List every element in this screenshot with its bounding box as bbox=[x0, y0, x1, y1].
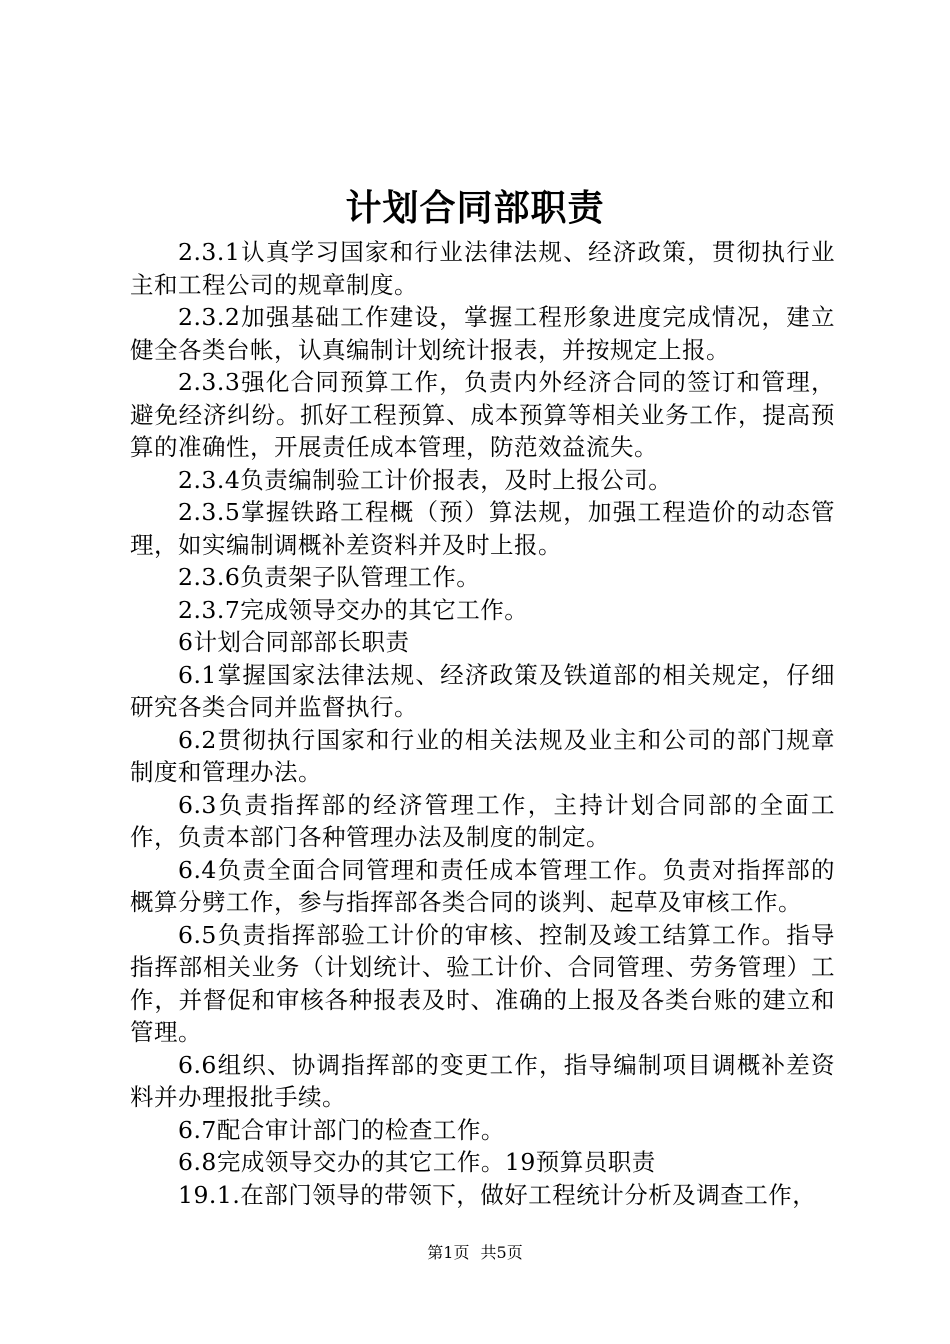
paragraph-2-3-3: 2.3.3强化合同预算工作，负责内外经济合同的签订和管理，避免经济纠纷。抓好工程预算、成本预算等相关业务工作，提高预算的准确性，开展责任成本管理，防范效益流失。 bbox=[130, 368, 835, 461]
page-footer bbox=[0, 1242, 950, 1264]
paragraph-2-3-1: 2.3.1认真学习国家和行业法律法规、经济政策，贯彻执行业主和工程公司的规章制度。 bbox=[130, 238, 835, 299]
paragraph-6-1: 6.1掌握国家法律法规、经济政策及铁道部的相关规定，仔细研究各类合同并监督执行。 bbox=[130, 660, 835, 721]
paragraph-6-2: 6.2贯彻执行国家和行业的相关法规及业主和公司的部门规章制度和管理办法。 bbox=[130, 725, 835, 786]
page-number: 第1页 bbox=[427, 1243, 470, 1262]
paragraph-2-3-4: 2.3.4负责编制验工计价报表，及时上报公司。 bbox=[178, 465, 673, 494]
paragraph-6-3: 6.3负责指挥部的经济管理工作，主持计划合同部的全面工作，负责本部门各种管理办法及制度的制定。 bbox=[130, 790, 835, 851]
paragraph-19-1: 19.1.在部门领导的带领下，做好工程统计分析及调查工作， bbox=[178, 1180, 817, 1209]
paragraph-2-3-6: 2.3.6负责架子队管理工作。 bbox=[178, 563, 481, 591]
paragraph-6-7: 6.7配合审计部门的检查工作。 bbox=[178, 1115, 505, 1144]
paragraph-6-5: 6.5负责指挥部验工计价的审核、控制及竣工结算工作。指导指挥部相关业务（计划统计、验工计价、合同管理、劳务管理）工作，并督促和审核各种报表及时、准确的上报及各类台账的建立和管理。 bbox=[130, 920, 835, 1046]
paragraph-2-3-5: 2.3.5掌握铁路工程概（预）算法规，加强工程造价的动态管理，如实编制调概补差资料并及时上报。 bbox=[130, 498, 835, 559]
document-body bbox=[130, 236, 835, 1211]
page-total: 共5页 bbox=[480, 1243, 523, 1262]
paragraph-2-3-7: 2.3.7完成领导交办的其它工作。 bbox=[178, 595, 529, 624]
paragraph-6-8: 6.8完成领导交办的其它工作。19预算员职责 bbox=[178, 1148, 656, 1176]
section-heading-6: 6计划合同部部长职责 bbox=[178, 628, 410, 656]
document-title: 计划合同部职责 bbox=[345, 187, 605, 229]
paragraph-6-4: 6.4负责全面合同管理和责任成本管理工作。负责对指挥部的概算分劈工作，参与指挥部各类合同的谈判、起草及审核工作。 bbox=[130, 855, 835, 916]
paragraph-2-3-2: 2.3.2加强基础工作建设，掌握工程形象进度完成情况，建立健全各类台帐，认真编制计划统计报表，并按规定上报。 bbox=[130, 303, 835, 364]
paragraph-6-6: 6.6组织、协调指挥部的变更工作，指导编制项目调概补差资料并办理报批手续。 bbox=[130, 1050, 835, 1111]
